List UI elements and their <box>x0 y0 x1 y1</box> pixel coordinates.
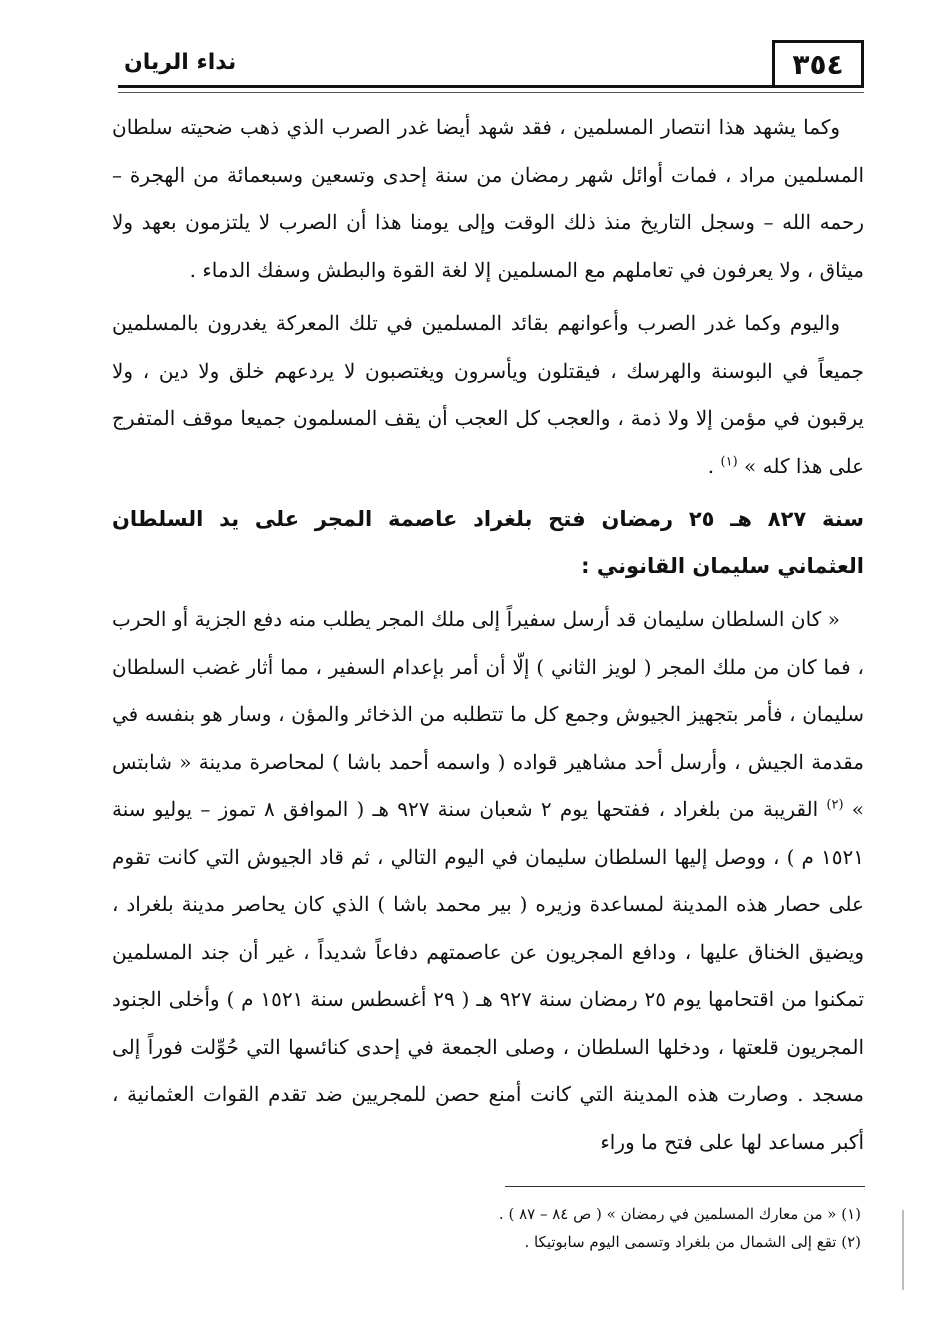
header-rule <box>118 85 864 88</box>
paragraph-2-ending: . <box>707 453 721 478</box>
footnote-ref-2[interactable]: (٢) <box>826 797 844 813</box>
paragraph-2-text: واليوم وكما غدر الصرب وأعوانهم بقائد المسلمين في تلك المعركة يغدرون بالمسلمين جميعاً في البوسنة والهرسك ، فيقتلون ويأسرون ويغتصبون لا يردعهم خلق ولا دين ، ولا يرقبون في مؤمن إلا ولا ذمة ، والعجب كل العجب أن يقف المسلمون جميعا موقف المتفرج على هذا كله » <box>112 311 864 478</box>
paragraph-1-text: وكما يشهد هذا انتصار المسلمين ، فقد شهد أيضا غدر الصرب الذي ذهب ضحيته سلطان المسلمين مراد ، فمات أوائل شهر رمضان من سنة إحدى وتسعين وسبعمائة من الهجرة – رحمه الله – وسجل التاريخ منذ ذلك الوقت وإلى يومنا هذا أن الصرب لا يلتزمون بعهد ولا ميثاق ، ولا يعرفون في تعاملهم مع المسلمين إلا لغة القوة والبطش وسفك الدماء . <box>112 115 864 282</box>
scan-edge-mark <box>902 1210 904 1290</box>
page-number: ٣٥٤ <box>772 40 864 86</box>
quote-paragraph <box>112 596 864 1166</box>
section-heading: سنة ٨٢٧ هـ ٢٥ رمضان فتح بلغراد عاصمة المجر على يد السلطان العثماني سليمان القانوني : <box>112 507 864 578</box>
footnote-1: (١) « من معارك المسلمين في رمضان » ( ص ٨٤ – ٨٧ ) . <box>498 1205 861 1223</box>
footnotes <box>161 1200 861 1256</box>
header-rule-thin <box>118 92 864 93</box>
paragraph-1 <box>112 104 864 294</box>
footnote-rule <box>505 1186 865 1187</box>
footnote-2: (٢) تقع إلى الشمال من بلغراد وتسمى اليوم سابوتيكا . <box>524 1233 861 1251</box>
body-text <box>112 104 864 1172</box>
quote-paragraph-part1: « كان السلطان سليمان قد أرسل سفيراً إلى ملك المجر يطلب منه دفع الجزية أو الحرب ، فما كان من ملك المجر ( لويز الثاني ) إلّا أن أمر بإعدام السفير ، مما أثار غضب السلطان سليمان ، فأمر بتجهيز الجيوش وجمع كل ما تتطلبه من الذخائر والمؤن ، وسار هو بنفسه في مقدمة الجيش ، وأرسل أحد مشاهير قواده ( واسمه أحمد باشا ) لمحاصرة مدينة « شابتس » <box>112 607 865 821</box>
quote-paragraph-part2: القريبة من بلغراد ، ففتحها يوم ٢ شعبان سنة ٩٢٧ هـ ( الموافق ٨ تموز – يوليو سنة ١٥٢١ م ) ، ووصل إليها السلطان سليمان في اليوم التالي ، ثم قاد الجيوش التي كانت تقوم على حصار هذه المدينة لمساعدة وزيره ( بير محمد باشا ) الذي كان يحاصر مدينة بلغراد ، ويضيق الخناق عليها ، ودافع المجريون عن عاصمتهم دفاعاً شديداً ، غير أن جند المسلمين تمكنوا من اقتحامها يوم ٢٥ رمضان سنة ٩٢٧ هـ ( ٢٩ أغسطس سنة ١٥٢١ م ) وأخلى الجنود المجريون قلعتها ، ودخلها السلطان ، وصلى الجمعة في إحدى كنائسها التي حُوِّلت فوراً إلى مسجد . وصارت هذه المدينة التي كانت أمنع حصن للمجريين ضد تقدم القوات العثمانية ، أكبر مساعد لها على فتح ما وراء <box>112 797 865 1154</box>
paragraph-2 <box>112 300 864 490</box>
footnote-ref-1[interactable]: (١) <box>720 453 738 469</box>
book-title: نداء الريان <box>124 50 237 75</box>
page-header <box>118 36 864 88</box>
